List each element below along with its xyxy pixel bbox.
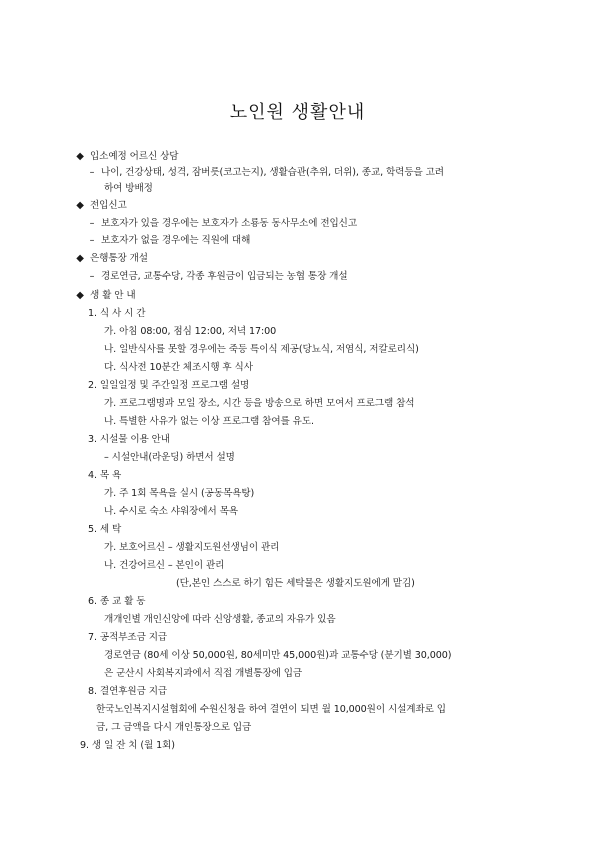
section-heading-life-guide: ◆ 생 활 안 내	[74, 290, 136, 302]
item-religion-a: 개개인별 개인신앙에 따라 신앙생활, 종교의 자유가 있음	[104, 614, 336, 625]
item-schedule-a: 가. 프로그램명과 모일 장소, 시간 등을 방송으로 하면 모여서 프로그램 참석	[104, 398, 415, 409]
diamond-bullet-icon: ◆	[76, 290, 84, 301]
item-facility-a: – 시설안내(라운딩) 하면서 설명	[104, 452, 235, 463]
item-sponsorship-b: 금, 그 금액을 다시 개인통장으로 입금	[96, 722, 252, 733]
item-bath-a: 가. 주 1회 목욕을 실시 (공동목욕탕)	[104, 488, 255, 499]
item-laundry-a: 가. 보호어르신 – 생활지도원선생님이 관리	[104, 542, 280, 553]
item-schedule-title: 2. 일일일정 및 주간일정 프로그램 설명	[88, 380, 250, 391]
dash-bullet: –	[89, 271, 95, 282]
item-meal-title: 1. 식 사 시 간	[88, 308, 146, 319]
item-laundry-title: 5. 세 탁	[88, 524, 122, 535]
item-bath-title: 4. 목 욕	[88, 470, 122, 481]
bank-line-1: – 경로연금, 교통수당, 각종 후원금이 입금되는 농협 통장 개설	[86, 271, 348, 283]
item-assistance-b: 은 군산시 사회복지과에서 직접 개별통장에 입금	[104, 668, 303, 679]
section-heading-move-in: ◆ 전입신고	[74, 200, 127, 212]
item-sponsorship-a: 한국노인복지시설협회에 수원신청을 하여 결연이 되면 월 10,000원이 시설계좌로 입	[96, 704, 446, 715]
dash-bullet: –	[89, 167, 95, 178]
dash-bullet: –	[104, 452, 109, 463]
item-schedule-b: 나. 특별한 사유가 없는 이상 프로그램 참여를 유도.	[104, 416, 314, 427]
item-meal-a: 가. 아침 08:00, 점심 12:00, 저녁 17:00	[104, 326, 277, 337]
consultation-line-2: 하여 방배정	[104, 183, 153, 194]
section-heading-consultation: ◆ 입소예정 어르신 상담	[74, 151, 178, 163]
dash-bullet: –	[89, 235, 95, 246]
section-heading-bank: ◆ 은행통장 개설	[74, 253, 148, 265]
consultation-line-1: – 나이, 건강상태, 성격, 잠버릇(코고는지), 생활습관(추위, 더위), 종교, 학력등을 고려	[86, 167, 444, 179]
item-bath-b: 나. 수시로 숙소 샤워장에서 목욕	[104, 506, 238, 517]
item-laundry-b: 나. 건강어르신 – 본인이 관리	[104, 560, 225, 571]
move-in-line-1: – 보호자가 있을 경우에는 보호자가 소룡동 동사무소에 전입신고	[86, 218, 357, 230]
item-meal-c: 다. 식사전 10분간 체조시행 후 식사	[104, 362, 253, 373]
item-meal-b: 나. 일반식사를 못할 경우에는 죽등 특이식 제공(당뇨식, 저염식, 저칼로리식)	[104, 344, 419, 355]
item-facility-title: 3. 시설물 이용 안내	[88, 434, 170, 445]
diamond-bullet-icon: ◆	[76, 200, 84, 211]
document-title: 노인원 생활안내	[229, 102, 366, 123]
item-birthday-title: 9. 생 일 잔 치 (월 1회)	[80, 740, 175, 751]
item-assistance-title: 7. 공적부조금 지급	[88, 632, 168, 643]
dash-bullet: –	[89, 218, 95, 229]
move-in-line-2: – 보호자가 없을 경우에는 직원에 대해	[86, 235, 250, 247]
diamond-bullet-icon: ◆	[76, 253, 84, 264]
item-religion-title: 6. 종 교 활 동	[88, 596, 146, 607]
item-assistance-a: 경로연금 (80세 이상 50,000원, 80세미만 45,000원)과 교통수당 (분기별 30,000)	[104, 650, 452, 661]
diamond-bullet-icon: ◆	[76, 151, 84, 162]
item-laundry-c: (단,본인 스스로 하기 힘든 세탁물은 생활지도원에게 맡김)	[176, 578, 415, 589]
item-sponsorship-title: 8. 결연후원금 지급	[88, 686, 168, 697]
